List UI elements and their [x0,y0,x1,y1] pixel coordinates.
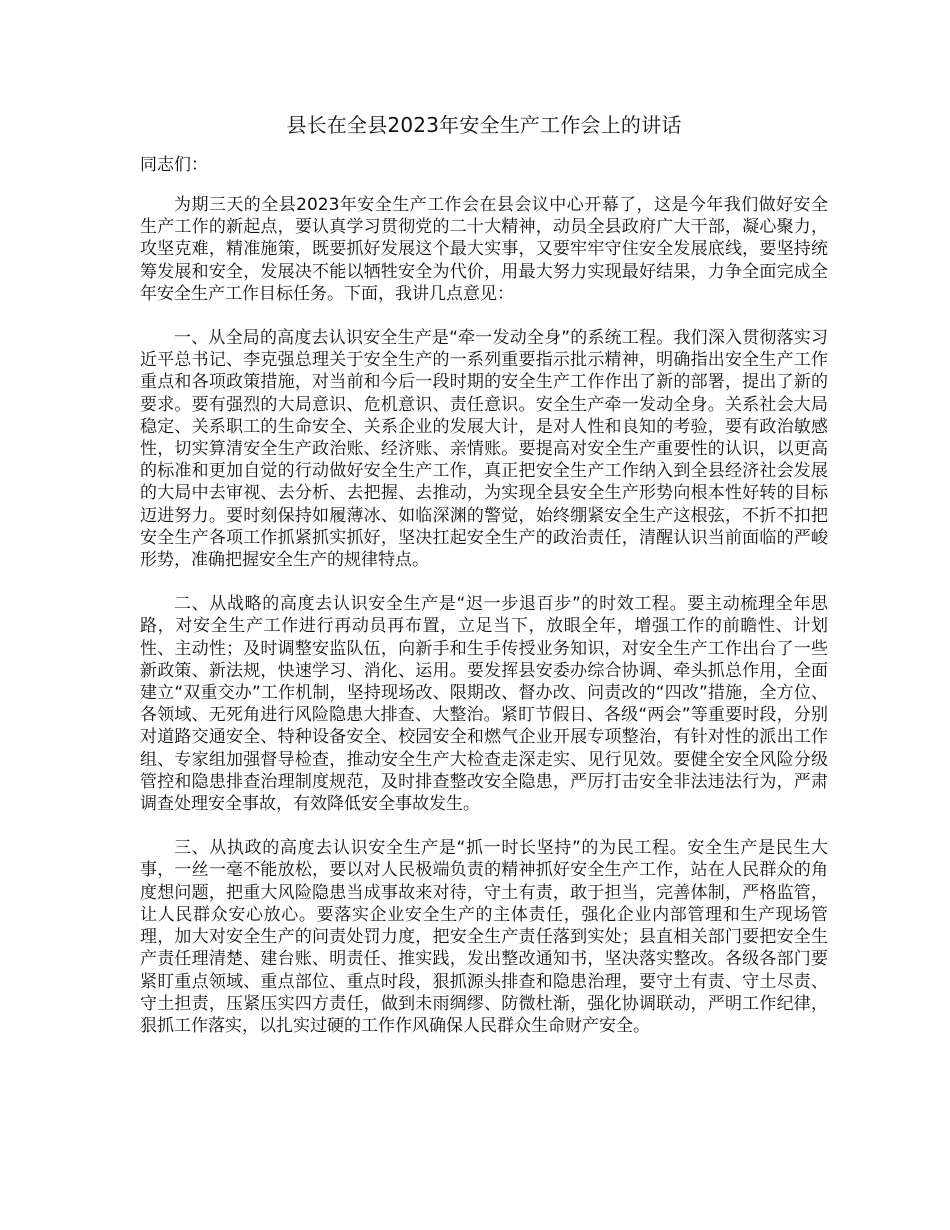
paragraph-intro [140,194,828,305]
paragraph-section-3 [140,837,828,1037]
section-body-3: 安全生产是民生大事，一丝一毫不能放松，要以对人民极端负责的精神抓好安全生产工作，站在人民群众的角度想问题，把重大风险隐患当成事故来对待，守土有责，敢于担当，完善体制，严格监管，让人民群众安心放心。要落实企业安全生产的主体责任，强化企业内部管理和生产现场管理，加大对安全生产的问责处罚力度，把安全生产责任落到实处；县直相关部门要把安全生产责任理清楚、建台账、明责任、推实践，发出整改通知书，坚决落实整改。各级各部门要紧盯重点领域、重点部位、重点时段，狠抓源头排查和隐患治理，要守土有责、守土尽责、守土担责，压紧压实四方责任，做到未雨绸缪、防微杜渐，强化协调联动，严明工作纪律，狠抓工作落实，以扎实过硬的工作作风确保人民群众生命财产安全。 [140,838,829,1036]
section-heading-3: 三、从执政的高度去认识安全生产是“抓一时长坚持”的为民工程。 [174,838,688,859]
section-body-1: 我们深入贯彻落实习近平总书记、李克强总理关于安全生产的一系列重要指示批示精神，明确指出安全生产工作重点和各项政策措施，对当前和今后一段时期的安全生产工作作出了新的部署，提出了新的要求。要有强烈的大局意识、危机意识、责任意识。安全生产牵一发动全身。关系社会大局稳定、关系职工的生命安全、关系企业的发展大计，是对人性和良知的考验，要有政治敏感性，切实算清安全生产政治账、经济账、亲情账。要提高对安全生产重要性的认识，以更高的标准和更加自觉的行动做好安全生产工作，真正把安全生产工作纳入到全县经济社会发展的大局中去审视、去分析、去把握、去推动，为实现全县安全生产形势向根本性好转的目标迈进努力。要时刻保持如履薄冰、如临深渊的警觉，始终绷紧安全生产这根弦，不折不扣把安全生产各项工作抓紧抓实抓好，坚决扛起安全生产的政治责任，清醒认识当前面临的严峻形势，准确把握安全生产的规律特点。 [140,328,828,571]
salutation: 同志们： [140,155,208,175]
section-heading-1: 一、从全局的高度去认识安全生产是“牵一发动全身”的系统工程。 [174,328,674,349]
document-title: 县长在全县2023年安全生产工作会上的讲话 [286,113,682,137]
paragraph-section-2 [140,593,828,815]
section-heading-2: 二、从战略的高度去认识安全生产是“迟一步退百步”的时效工程。 [174,594,688,615]
paragraph-section-1 [140,327,828,571]
section-body-2: 要主动梳理全年思路，对安全生产工作进行再动员再布置，立足当下，放眼全年，增强工作的前瞻性、计划性、主动性；及时调整安监队伍，向新手和生手传授业务知识，对安全生产工作出台了一些新政策、新法规，快速学习、消化、运用。要发挥县安委办综合协调、牵头抓总作用，全面建立“双重交办”工作机制，坚持现场改、限期改、督办改、问责改的“四改”措施，全方位、各领域、无死角进行风险隐患大排查、大整治。紧盯节假日、各级“两会”等重要时段，分别对道路交通安全、特种设备安全、校园安全和燃气企业开展专项整治，有针对性的派出工作组、专家组加强督导检查，推动安全生产大检查走深走实、见行见效。要健全安全风险分级管控和隐患排查治理制度规范，及时排查整改安全隐患，严厉打击安全非法违法行为，严肃调查处理安全事故，有效降低安全事故发生。 [140,594,829,815]
document-page [140,110,828,1059]
paragraph-text: 为期三天的全县2023年安全生产工作会在县会议中心开幕了，这是今年我们做好安全生产工作的新起点，要认真学习贯彻党的二十大精神，动员全县政府广大干部，凝心聚力，攻坚克难，精准施策，既要抓好发展这个最大实事，又要牢牢守住安全发展底线，要坚持统筹发展和安全，发展决不能以牺牲安全为代价，用最大努力实现最好结果，力争全面完成全年安全生产工作目标任务。下面，我讲几点意见： [140,195,828,304]
